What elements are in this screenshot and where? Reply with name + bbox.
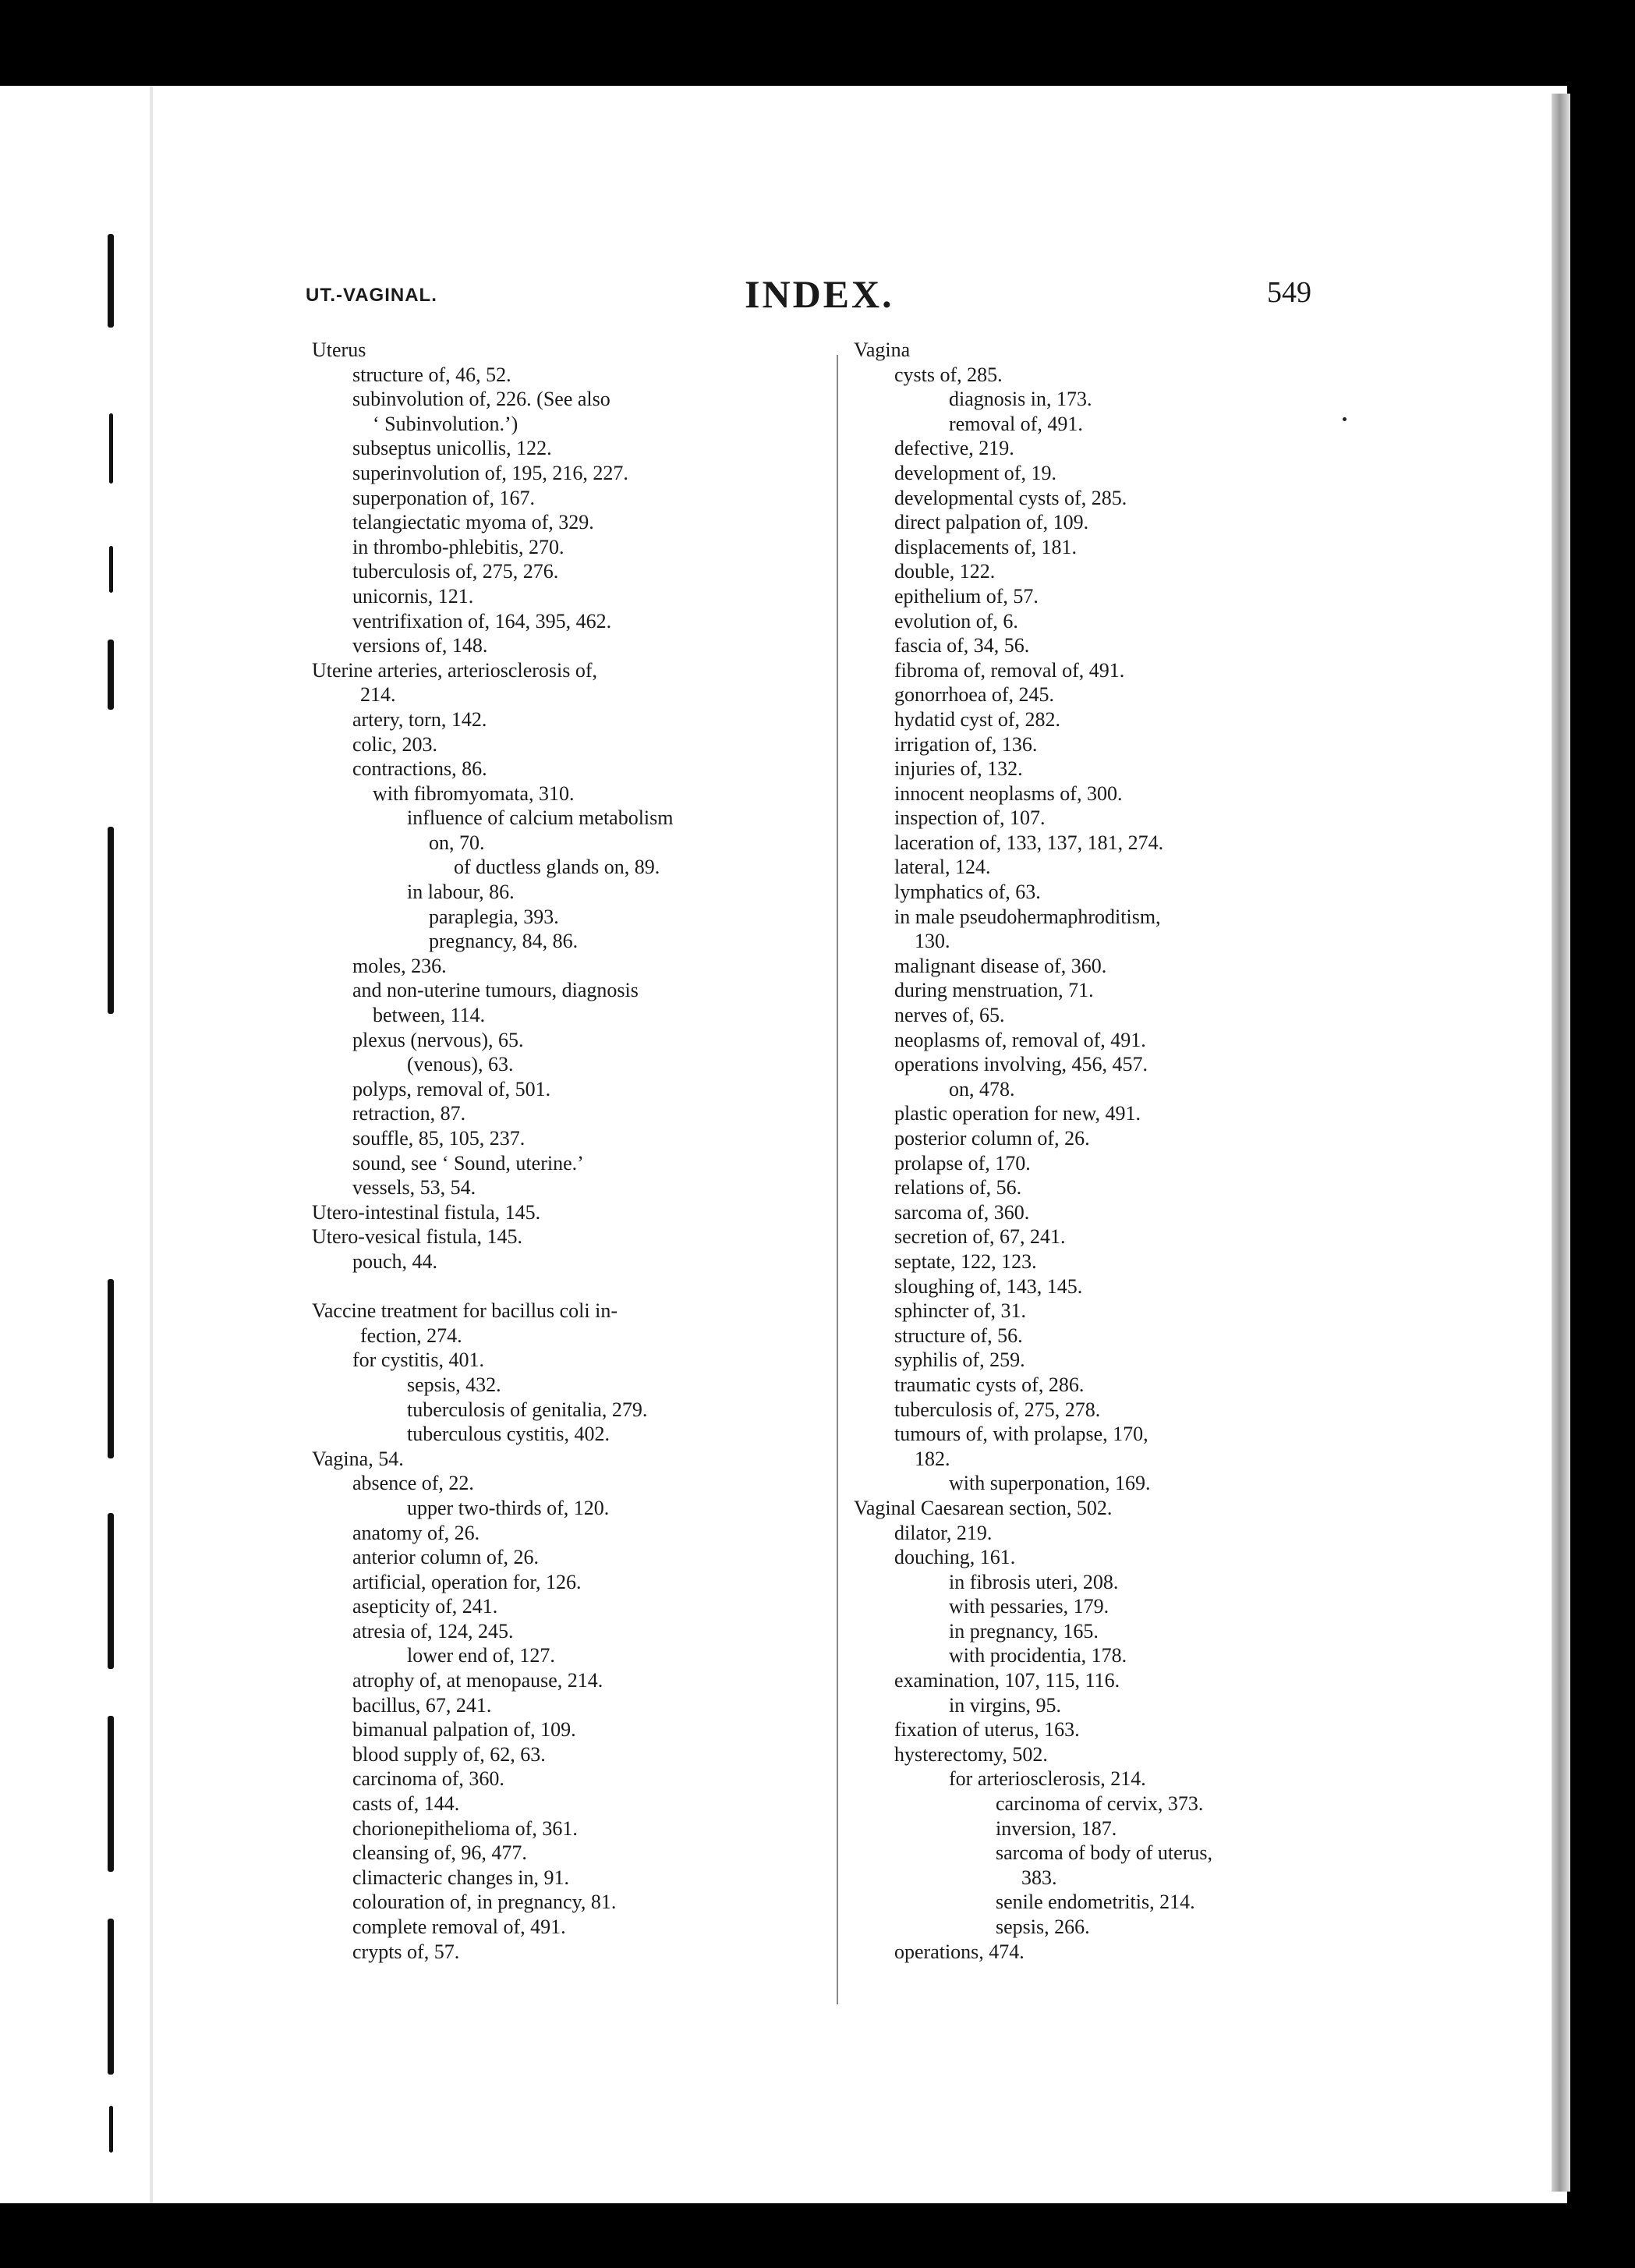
index-entry <box>312 1274 811 1299</box>
index-entry: syphilis of, 259. <box>894 1348 1025 1372</box>
index-entry: chorionepithelioma of, 361. <box>352 1816 578 1840</box>
index-entry: Uterine arteries, arteriosclerosis of, <box>312 658 598 682</box>
index-entry: anatomy of, 26. <box>352 1521 480 1544</box>
index-entry: for arteriosclerosis, 214. <box>949 1767 1146 1791</box>
index-entry: on, 70. <box>429 831 485 854</box>
index-entry: in virgins, 95. <box>949 1693 1061 1717</box>
index-entry: developmental cysts of, 285. <box>894 486 1127 509</box>
index-entry: lower end of, 127. <box>407 1644 555 1667</box>
index-entry: ventrifixation of, 164, 395, 462. <box>352 609 612 633</box>
index-entry: polyps, removal of, 501. <box>352 1077 551 1100</box>
index-entry: artificial, operation for, 126. <box>352 1570 582 1593</box>
index-entry: souffle, 85, 105, 237. <box>352 1127 526 1150</box>
index-entry: paraplegia, 393. <box>429 905 559 928</box>
index-entry: tuberculosis of, 275, 276. <box>352 560 559 583</box>
index-entry: douching, 161. <box>894 1546 1016 1569</box>
index-entry: climacteric changes in, 91. <box>352 1866 569 1889</box>
index-entry: blood supply of, 62, 63. <box>352 1742 546 1766</box>
index-entry: examination, 107, 115, 116. <box>894 1669 1120 1692</box>
index-entry: complete removal of, 491. <box>352 1915 566 1938</box>
index-entry: in fibrosis uteri, 208. <box>949 1570 1119 1593</box>
index-entry: malignant disease of, 360. <box>894 954 1107 977</box>
index-entry: plastic operation for new, 491. <box>894 1102 1141 1125</box>
index-entry: Vagina, 54. <box>312 1447 404 1470</box>
index-entry: irrigation of, 136. <box>894 732 1038 756</box>
index-entry: bacillus, 67, 241. <box>352 1693 492 1717</box>
index-entry: of ductless glands on, 89. <box>454 856 660 879</box>
index-entry: direct palpation of, 109. <box>894 511 1089 534</box>
index-entry: sphincter of, 31. <box>894 1299 1026 1323</box>
index-entry: atresia of, 124, 245. <box>352 1619 514 1643</box>
index-entry: dilator, 219. <box>894 1521 993 1544</box>
index-entry: unicornis, 121. <box>352 584 474 608</box>
index-entry: and non-uterine tumours, diagnosis <box>352 979 639 1002</box>
page-edge <box>1552 94 1570 2192</box>
index-entry: double, 122. <box>894 560 996 583</box>
index-entry: colouration of, in pregnancy, 81. <box>352 1891 617 1914</box>
index-entry: Uterus <box>312 338 366 361</box>
index-entry: absence of, 22. <box>352 1472 474 1495</box>
index-entry: neoplasms of, removal of, 491. <box>894 1028 1146 1051</box>
index-entry: diagnosis in, 173. <box>949 388 1092 411</box>
index-entry: sarcoma of, 360. <box>894 1200 1030 1224</box>
index-entry: subseptus unicollis, 122. <box>352 437 552 460</box>
index-entry: on, 478. <box>949 1077 1015 1100</box>
index-entry: asepticity of, 241. <box>352 1595 498 1618</box>
index-entry: pouch, 44. <box>352 1249 438 1273</box>
index-entry: tumours of, with prolapse, 170, <box>894 1423 1148 1446</box>
index-entry: upper two-thirds of, 120. <box>407 1496 610 1519</box>
index-entry: pregnancy, 84, 86. <box>429 930 579 953</box>
index-entry: (venous), 63. <box>407 1053 514 1076</box>
index-entry: senile endometritis, 214. <box>996 1891 1195 1914</box>
index-entry: anterior column of, 26. <box>352 1546 539 1569</box>
index-entry: influence of calcium metabolism <box>407 806 674 830</box>
index-entry: cleansing of, 96, 477. <box>352 1841 527 1865</box>
page-gutter <box>150 86 153 2203</box>
binding-marks <box>108 234 131 2153</box>
index-entry: casts of, 144. <box>352 1792 460 1816</box>
index-entry: subinvolution of, 226. (See also <box>352 388 610 411</box>
index-entry: vessels, 53, 54. <box>352 1176 476 1200</box>
index-entry: tuberculosis of genitalia, 279. <box>407 1398 648 1421</box>
page-title: INDEX. <box>745 272 894 316</box>
index-entry: gonorrhoea of, 245. <box>894 683 1055 707</box>
index-entry: carcinoma of, 360. <box>352 1767 504 1791</box>
index-entry: with fibromyomata, 310. <box>373 781 575 805</box>
index-entry: 214. <box>360 683 396 707</box>
index-entry: superinvolution of, 195, 216, 227. <box>352 461 628 484</box>
index-entry: ‘ Subinvolution.’) <box>373 412 518 435</box>
index-entry: evolution of, 6. <box>894 609 1018 633</box>
index-entry: defective, 219. <box>894 437 1014 460</box>
index-entry: with superponation, 169. <box>949 1472 1151 1495</box>
index-entry: structure of, 56. <box>894 1324 1023 1347</box>
index-entry: tuberculous cystitis, 402. <box>407 1423 610 1446</box>
index-entry: moles, 236. <box>352 954 447 977</box>
index-entry: septate, 122, 123. <box>894 1249 1037 1273</box>
index-column-right <box>854 338 1361 1964</box>
index-entry: removal of, 491. <box>949 412 1083 435</box>
index-entry: inspection of, 107. <box>894 806 1046 830</box>
index-entry: secretion of, 67, 241. <box>894 1225 1066 1249</box>
index-entry: development of, 19. <box>894 461 1056 484</box>
index-entry: cysts of, 285. <box>894 363 1003 386</box>
column-divider <box>837 355 838 2004</box>
index-entry: in labour, 86. <box>407 881 515 904</box>
index-entry: contractions, 86. <box>352 757 487 781</box>
index-entry: for cystitis, 401. <box>352 1348 484 1372</box>
page-number: 549 <box>1267 276 1311 309</box>
index-entry: laceration of, 133, 137, 181, 274. <box>894 831 1164 854</box>
index-entry: retraction, 87. <box>352 1102 466 1125</box>
index-entry: plexus (nervous), 65. <box>352 1028 524 1051</box>
index-entry: Vagina <box>854 338 911 361</box>
index-entry: during menstruation, 71. <box>894 979 1094 1002</box>
index-entry: in thrombo-phlebitis, 270. <box>352 535 564 558</box>
index-entry: 130. <box>915 930 950 953</box>
index-entry: lateral, 124. <box>894 856 991 879</box>
index-entry: fixation of uterus, 163. <box>894 1718 1080 1742</box>
index-entry: telangiectatic myoma of, 329. <box>352 511 594 534</box>
index-entry: versions of, 148. <box>352 634 488 657</box>
index-entry: hydatid cyst of, 282. <box>894 707 1061 731</box>
index-entry: structure of, 46, 52. <box>352 363 511 386</box>
index-entry: sepsis, 432. <box>407 1373 501 1396</box>
running-head-range: UT.-VAGINAL. <box>306 285 437 306</box>
index-entry: atrophy of, at menopause, 214. <box>352 1669 603 1692</box>
index-entry: Utero-vesical fistula, 145. <box>312 1225 523 1249</box>
index-entry: sepsis, 266. <box>996 1915 1090 1938</box>
index-entry: carcinoma of cervix, 373. <box>996 1792 1204 1816</box>
index-entry: traumatic cysts of, 286. <box>894 1373 1085 1396</box>
index-entry: innocent neoplasms of, 300. <box>894 781 1123 805</box>
index-entry: fascia of, 34, 56. <box>894 634 1030 657</box>
index-entry: sarcoma of body of uterus, <box>996 1841 1212 1865</box>
index-entry: epithelium of, 57. <box>894 584 1039 608</box>
index-entry: displacements of, 181. <box>894 535 1077 558</box>
index-entry: between, 114. <box>373 1004 486 1027</box>
index-entry: with procidentia, 178. <box>949 1644 1127 1667</box>
index-entry: operations, 474. <box>894 1940 1025 1963</box>
index-entry: with pessaries, 179. <box>949 1595 1109 1618</box>
index-entry: in pregnancy, 165. <box>949 1619 1099 1643</box>
index-entry: posterior column of, 26. <box>894 1127 1090 1150</box>
index-entry: artery, torn, 142. <box>352 707 487 731</box>
index-entry: 182. <box>915 1447 950 1470</box>
index-entry: tuberculosis of, 275, 278. <box>894 1398 1101 1421</box>
index-entry: prolapse of, 170. <box>894 1151 1031 1175</box>
index-entry: Utero-intestinal fistula, 145. <box>312 1200 541 1224</box>
index-entry: nerves of, 65. <box>894 1004 1005 1027</box>
index-entry: injuries of, 132. <box>894 757 1023 781</box>
index-entry: sloughing of, 143, 145. <box>894 1274 1083 1298</box>
index-entry: relations of, 56. <box>894 1176 1022 1200</box>
index-entry: sound, see ‘ Sound, uterine.’ <box>352 1151 584 1175</box>
index-entry: hysterectomy, 502. <box>894 1742 1048 1766</box>
index-entry: fection, 274. <box>360 1324 462 1347</box>
index-entry: Vaginal Caesarean section, 502. <box>854 1496 1113 1519</box>
index-entry: inversion, 187. <box>996 1816 1117 1840</box>
index-entry: superponation of, 167. <box>352 486 535 509</box>
index-entry: operations involving, 456, 457. <box>894 1053 1148 1076</box>
index-entry: Vaccine treatment for bacillus coli in- <box>312 1299 618 1323</box>
index-entry: 383. <box>1021 1866 1057 1889</box>
index-entry: bimanual palpation of, 109. <box>352 1718 576 1742</box>
index-entry: crypts of, 57. <box>352 1940 460 1963</box>
index-entry: lymphatics of, 63. <box>894 881 1041 904</box>
index-entry: in male pseudohermaphroditism, <box>894 905 1161 928</box>
index-entry: fibroma of, removal of, 491. <box>894 658 1125 682</box>
index-entry: colic, 203. <box>352 732 438 756</box>
index-column-left <box>312 338 811 1964</box>
